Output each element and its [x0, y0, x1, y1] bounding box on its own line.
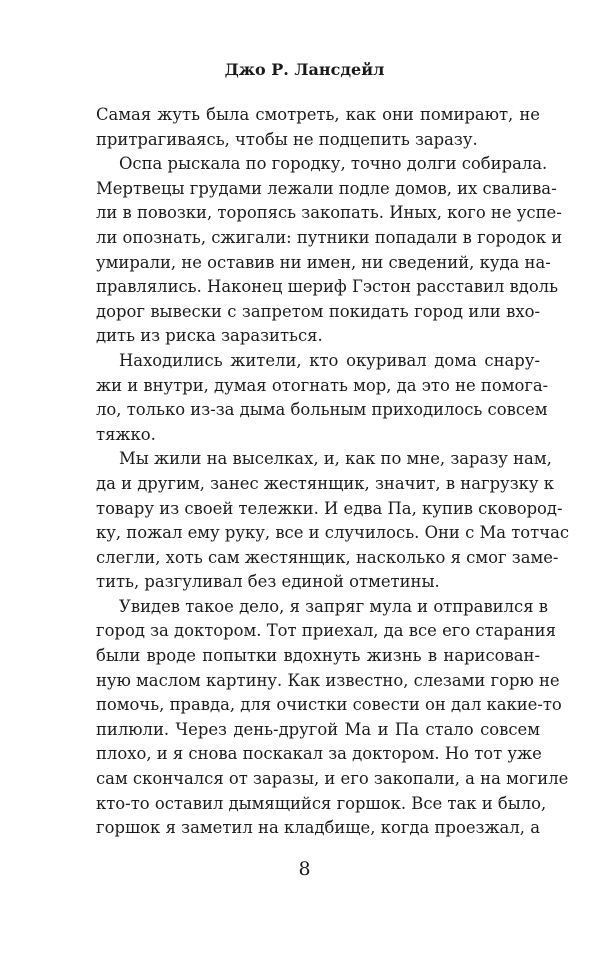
text-line: Мы жили на выселках, и, как по мне, заразу нам,	[119, 449, 552, 469]
text-line: Увидев такое дело, я запряг мула и отправился в	[119, 596, 548, 616]
text-line: дорог вывески с запретом покидать город или вхо-	[96, 301, 540, 321]
text-line: горшок я заметил на кладбище, когда проезжал, а	[96, 818, 540, 838]
text-line: были вроде попытки вдохнуть жизнь в нарисован-	[96, 646, 540, 666]
body-text	[96, 103, 570, 841]
text-line: умирали, не оставив ни имен, ни сведений, куда на-	[96, 252, 551, 272]
text-line: сам скончался от заразы, и его закопали, а на могиле	[96, 769, 569, 789]
text-line: ли опознать, сжигали: путники попадали в городок и	[96, 227, 563, 247]
running-header-author: Джо Р. Лансдейл	[224, 60, 385, 79]
text-line: Самая жуть была смотреть, как они помирают, не	[96, 105, 540, 124]
text-line: город за доктором. Тот приехал, да все его старания	[96, 621, 556, 641]
text-line: да и другим, занес жестянщик, значит, в нагрузку к	[96, 473, 554, 493]
text-line: тить, разгуливал без единой отметины.	[96, 572, 440, 592]
text-line: Находились жители, кто окуривал дома снару-	[119, 350, 540, 370]
text-line: кто-то оставил дымящийся горшок. Все так и было,	[96, 793, 547, 813]
text-line: слегли, хоть сам жестянщик, насколько я смог заме-	[96, 547, 559, 567]
text-line: плохо, и я снова поскакал за доктором. Но тот уже	[96, 744, 542, 764]
text-line: ную маслом картину. Как известно, слезами горю не	[96, 670, 560, 690]
text-line: Мертвецы грудами лежали подле домов, их свалива-	[96, 178, 557, 198]
text-line: притрагиваясь, чтобы не подцепить заразу.	[96, 129, 478, 149]
text-line: пилюли. Через день-другой Ма и Па стало совсем	[96, 719, 540, 739]
text-line: ли в повозки, торопясь закопать. Иных, кого не успе-	[96, 203, 562, 223]
text-line: дить из риска заразиться.	[96, 326, 323, 346]
text-line: жи и внутри, думая отогнать мор, да это не помога-	[96, 375, 549, 395]
text-line: правлялись. Наконец шериф Гэстон расставил вдоль	[96, 277, 559, 297]
text-line: ло, только из-за дыма больным приходилось совсем	[96, 400, 548, 420]
text-line: ку, пожал ему руку, все и случилось. Они с Ма тотчас	[96, 523, 570, 543]
text-line: тяжко.	[96, 424, 156, 444]
page-number: 8	[298, 858, 311, 880]
text-line: Оспа рыскала по городку, точно долги собирала.	[119, 154, 548, 174]
text-line: помочь, правда, для очистки совести он дал какие-то	[96, 695, 562, 715]
text-line: товару из своей тележки. И едва Па, купив сковород-	[96, 498, 563, 518]
